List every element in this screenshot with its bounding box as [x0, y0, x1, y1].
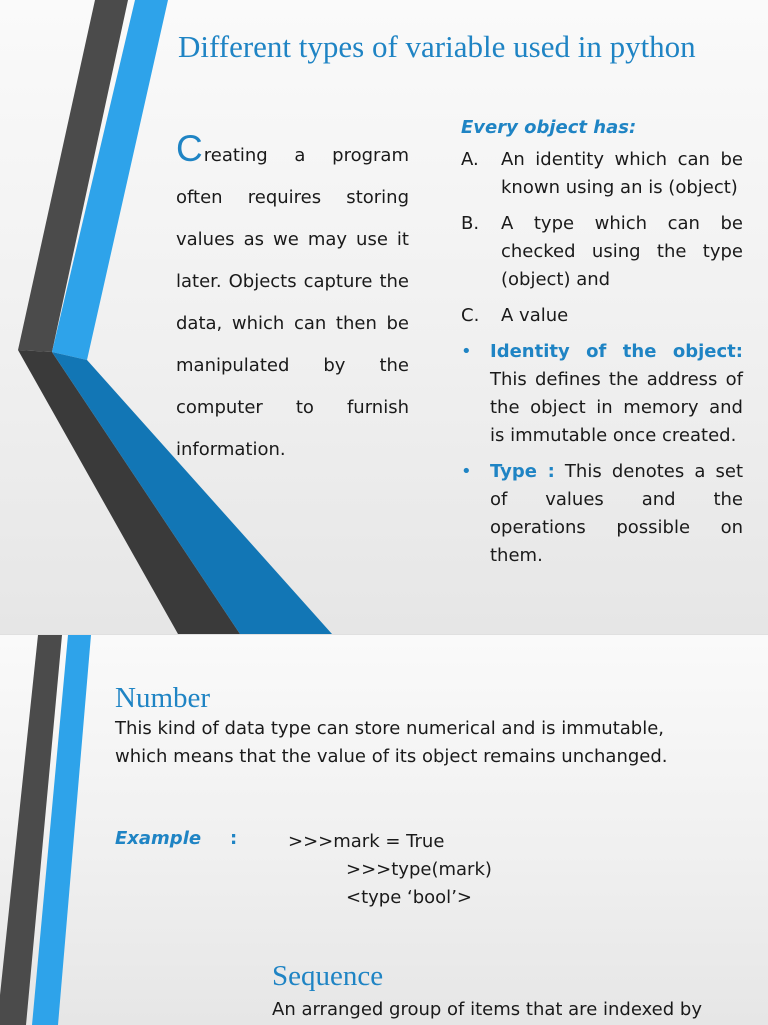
intro-text: reating a program often requires storing values as we may use it later. Objects capture the data, which can then be manipulated by the computer to furnish information.	[176, 145, 409, 460]
bullet-item	[461, 338, 743, 450]
example-colon: :	[230, 828, 238, 849]
drop-cap: C	[176, 128, 203, 169]
bullet-item	[461, 458, 743, 570]
example-label: Example	[115, 828, 202, 849]
sequence-description: An arranged group of items that are indexed by	[272, 999, 702, 1020]
slide-2	[0, 634, 768, 1025]
code-line: <type ‘bool’>	[346, 887, 472, 908]
bullet-label: Type :	[490, 461, 555, 482]
bullet-text: This denotes a set of values and the operations possible on them.	[490, 461, 744, 566]
lettered-item	[461, 302, 743, 330]
item-text: An identity which can be known using an is (object)	[501, 149, 743, 198]
item-marker: C.	[461, 305, 480, 326]
number-title: Number	[115, 682, 211, 714]
number-description: This kind of data type can store numerical and is immutable, which means that the value of its object remains unchanged.	[115, 718, 668, 767]
lettered-item	[461, 210, 743, 294]
every-object-heading: Every object has:	[461, 117, 637, 138]
code-line: >>>type(mark)	[346, 859, 492, 880]
bullet-dot-icon: •	[461, 341, 472, 362]
item-text: A value	[501, 305, 569, 326]
slide-title: Different types of variable used in python	[178, 29, 696, 64]
bullet-label: Identity of the object:	[490, 341, 743, 362]
bullet-dot-icon: •	[461, 461, 472, 482]
item-text: A type which can be checked using the type (object) and	[501, 213, 743, 290]
code-line: >>>mark = True	[288, 831, 445, 852]
item-marker: A.	[461, 149, 479, 170]
sequence-title: Sequence	[272, 960, 384, 992]
item-marker: B.	[461, 213, 480, 234]
intro-paragraph	[176, 130, 409, 471]
bullet-text: This defines the address of the object in memory and is immutable once created.	[490, 369, 743, 446]
lettered-item	[461, 146, 743, 202]
object-properties	[461, 114, 743, 578]
